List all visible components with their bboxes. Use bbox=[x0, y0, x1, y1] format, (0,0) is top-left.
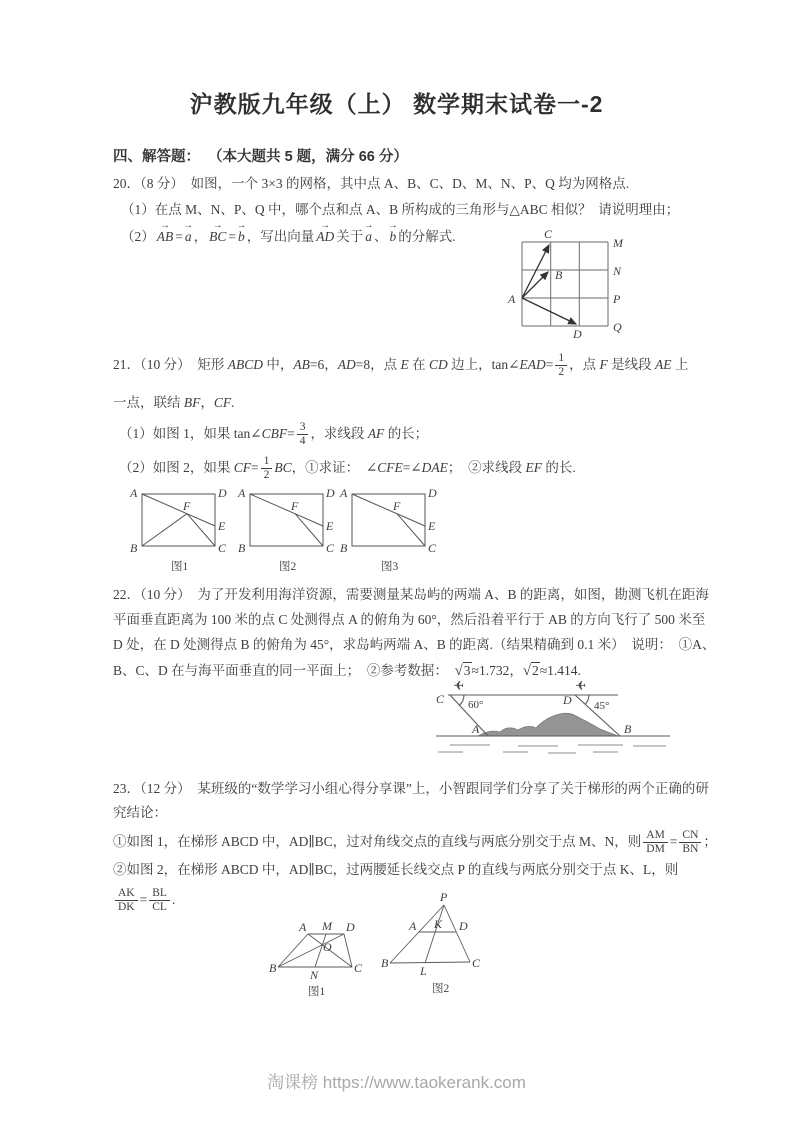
vector-term: → AD bbox=[316, 219, 335, 244]
footer-watermark: 淘课榜 https://www.taokerank.com bbox=[267, 1073, 526, 1092]
math-text: 是线段 bbox=[607, 356, 655, 372]
math-text: ， bbox=[193, 228, 208, 244]
math-text: B、C、D 在与海平面垂直的同一平面上； ②参考数据： bbox=[113, 662, 455, 678]
math-text: 、 bbox=[374, 228, 388, 244]
math-text: 中， bbox=[263, 356, 294, 372]
plane-icon-c bbox=[453, 679, 464, 694]
figure-caption: 图2 bbox=[279, 561, 297, 573]
math-text: ，①求证： ∠ bbox=[291, 459, 378, 475]
math-text: AB bbox=[293, 356, 310, 372]
q20-part1: （1）在点 M、N、P、Q 中，哪个点和点 A、B 所构成的三角形与△ABC 相似？ 请说明理由； bbox=[121, 202, 680, 217]
fraction: $\frac{AK}{DK}$ bbox=[115, 887, 138, 913]
math-text: CFE bbox=[377, 459, 403, 475]
vector-arrow-icon: → bbox=[236, 219, 247, 231]
figure-lines bbox=[250, 494, 323, 546]
point-label-m: M bbox=[322, 919, 332, 933]
rectangle-abcd bbox=[352, 494, 425, 546]
point-label-e: E bbox=[218, 519, 226, 533]
point-label-b: B bbox=[340, 541, 348, 555]
q22-line2: 平面垂直距离为 100 米的点 C 处测得点 A 的俯角为 60°，然后沿着平行于 AB 的方向飞行了 500 米至 bbox=[113, 612, 706, 627]
point-label-n: N bbox=[310, 968, 319, 982]
math-text: ，写出向量 bbox=[246, 228, 315, 244]
point-label-b: B bbox=[238, 541, 246, 555]
vector-term: → a bbox=[363, 219, 374, 244]
point-label-d: D bbox=[573, 327, 582, 341]
q21-stem-line2 bbox=[113, 394, 235, 412]
q20-grid-figure bbox=[503, 222, 643, 342]
math-text: EAD bbox=[519, 356, 546, 372]
vector-arrow-icon: → bbox=[212, 219, 223, 231]
page-title: 沪教版九年级（上） 数学期末试卷一-2 bbox=[189, 91, 604, 117]
fraction: $\frac{3}{4}$ bbox=[297, 421, 309, 447]
math-text: ①如图 1，在梯形 ABCD 中，AD∥BC，过对角线交点的直线与两底分别交于点 M、N，则 bbox=[113, 833, 642, 849]
math-text: ABCD bbox=[227, 356, 263, 372]
point-label-e: E bbox=[428, 519, 436, 533]
math-text: （2）如图 2，如果 bbox=[119, 459, 234, 475]
point-label-e: E bbox=[326, 519, 334, 533]
math-text: ，求线段 bbox=[310, 425, 368, 441]
math-text: BF bbox=[183, 394, 201, 410]
point-label-b: B bbox=[555, 268, 563, 282]
math-text: E bbox=[400, 356, 409, 372]
point-label-d: D bbox=[346, 920, 355, 934]
q23-part2-line2 bbox=[113, 884, 175, 916]
math-text: 21．（10 分） 矩形 bbox=[113, 356, 228, 372]
svg-text:✈: ✈ bbox=[575, 679, 586, 694]
q23-figure-2 bbox=[370, 891, 482, 1005]
q21-figure-3 bbox=[338, 484, 456, 578]
q21-figure-2 bbox=[236, 484, 354, 578]
fraction: $\frac{BL}{CL}$ bbox=[149, 887, 170, 913]
fraction: $\frac{CN}{BN}$ bbox=[679, 829, 701, 855]
math-text: （2） bbox=[121, 228, 155, 244]
q23-line2: 究结论： bbox=[113, 805, 167, 820]
section-heading: 四、解答题： （本大题共 5 题，满分 66 分） bbox=[113, 149, 408, 165]
point-label-d: D bbox=[459, 919, 468, 933]
figure-lines bbox=[142, 494, 215, 546]
point-label-a: A bbox=[472, 722, 480, 736]
angle-c-label: 60° bbox=[468, 699, 484, 711]
vector-term: → AB bbox=[156, 219, 174, 244]
point-label-a: A bbox=[508, 292, 516, 306]
point-label-p: P bbox=[613, 292, 621, 306]
vector-term: → a bbox=[183, 219, 194, 244]
point-label-l: L bbox=[420, 964, 427, 978]
math-text: 在 bbox=[408, 356, 429, 372]
figure-caption: 图2 bbox=[432, 983, 450, 995]
math-text: ≈1.732， bbox=[471, 662, 523, 678]
point-label-n: N bbox=[613, 264, 622, 278]
radical: √3 bbox=[454, 662, 471, 679]
point-label-a: A bbox=[299, 920, 307, 934]
q22-line3: D 处，在 D 处测得点 B 的俯角为 45°，求岛屿两端 A、B 的距离.（结果精确到 0.1 米） 说明： ①A、 bbox=[113, 637, 716, 652]
math-text: =8，点 bbox=[355, 356, 401, 372]
radical: √2 bbox=[522, 662, 539, 679]
math-text: 边上，tan∠ bbox=[447, 356, 520, 372]
math-text: ， bbox=[200, 394, 214, 410]
q21-part1 bbox=[119, 416, 428, 452]
figure-caption: 图1 bbox=[171, 561, 189, 573]
math-text: = bbox=[139, 891, 148, 907]
svg-text:✈: ✈ bbox=[453, 679, 464, 694]
q23-part2-line1: ②如图 2，在梯形 ABCD 中，AD∥BC，过两腰延长线交点 P 的直线与两底分别交于点 K、L，则 bbox=[113, 862, 679, 877]
math-text: ≈1.414. bbox=[539, 662, 581, 678]
q21-part2 bbox=[119, 450, 576, 486]
fraction: $\frac{1}{2}$ bbox=[555, 352, 567, 378]
rectangle-abcd bbox=[250, 494, 323, 546]
math-text: =6， bbox=[309, 356, 338, 372]
fraction: $\frac{1}{2}$ bbox=[261, 455, 273, 481]
point-label-d: D bbox=[218, 486, 227, 500]
point-label-c: C bbox=[428, 541, 437, 555]
math-text: AE bbox=[654, 356, 672, 372]
q20-stem: 20．（8 分） 如图，一个 3×3 的网格，其中点 A、B、C、D、M、N、P、Q 均为网格点. bbox=[113, 176, 630, 191]
figure-lines bbox=[390, 905, 470, 963]
math-text: EF bbox=[525, 459, 543, 475]
math-text: CF bbox=[213, 394, 232, 410]
vector-arrow-icon: → bbox=[183, 219, 194, 231]
plane-icon-d bbox=[575, 679, 586, 694]
vector-arrow-icon: → bbox=[363, 219, 374, 231]
math-text: 一点，联结 bbox=[113, 394, 184, 410]
point-label-c: C bbox=[436, 692, 445, 706]
math-text: CF bbox=[233, 459, 252, 475]
math-text: = bbox=[175, 228, 183, 244]
q23-part1 bbox=[113, 826, 717, 858]
math-text: 关于 bbox=[336, 228, 364, 244]
math-text: = bbox=[287, 425, 295, 441]
math-text: = bbox=[228, 228, 237, 244]
point-label-c: C bbox=[326, 541, 335, 555]
math-text: DAE bbox=[421, 459, 448, 475]
q23-line1: 23．（12 分） 某班级的“数学学习小组心得分享课”上，小智跟同学们分享了关于梯形的两个正确的研 bbox=[113, 781, 709, 796]
point-label-f: F bbox=[183, 499, 191, 513]
math-text: AD bbox=[337, 356, 356, 372]
point-label-c: C bbox=[218, 541, 227, 555]
math-text: =∠ bbox=[402, 459, 422, 475]
angle-d-label: 45° bbox=[594, 700, 610, 712]
math-text: BC bbox=[274, 459, 292, 475]
point-label-a: A bbox=[130, 486, 138, 500]
math-text: F bbox=[599, 356, 608, 372]
point-label-b: B bbox=[130, 541, 138, 555]
point-label-d: D bbox=[326, 486, 335, 500]
point-label-q: Q bbox=[613, 320, 622, 334]
math-text: . bbox=[171, 891, 176, 907]
math-text: ，点 bbox=[569, 356, 600, 372]
math-text: ； bbox=[703, 833, 717, 849]
q21-stem-line1 bbox=[113, 348, 688, 382]
point-label-a: A bbox=[340, 486, 348, 500]
fraction: $\frac{AM}{DM}$ bbox=[643, 829, 668, 855]
point-label-p: P bbox=[440, 890, 448, 904]
vector-arrows bbox=[522, 245, 576, 324]
point-label-k: K bbox=[434, 917, 443, 931]
math-text: = bbox=[545, 356, 554, 372]
math-text: = bbox=[251, 459, 259, 475]
point-label-c: C bbox=[544, 227, 553, 241]
math-text: CBF bbox=[261, 425, 288, 441]
grid-lines bbox=[522, 242, 608, 326]
point-label-c: C bbox=[354, 961, 363, 975]
math-text: 上 bbox=[671, 356, 689, 372]
vector-arrow-icon: → bbox=[320, 219, 331, 231]
point-label-a: A bbox=[409, 919, 417, 933]
q21-figure-1 bbox=[128, 484, 246, 578]
figure-lines bbox=[352, 494, 425, 546]
vector-arrow-icon: → bbox=[388, 219, 398, 231]
vector-term: → b bbox=[236, 219, 247, 244]
point-label-d: D bbox=[563, 693, 572, 707]
math-text: （1）如图 1，如果 tan∠ bbox=[119, 425, 262, 441]
point-label-b: B bbox=[624, 722, 632, 736]
vector-term: → b bbox=[388, 219, 398, 244]
q22-line1: 22．（10 分） 为了开发利用海洋资源，需要测量某岛屿的两端 A、B 的距离，如图，勘测飞机在距海 bbox=[113, 587, 709, 602]
math-text: AF bbox=[367, 425, 385, 441]
point-label-o: O bbox=[323, 940, 332, 954]
point-label-b: B bbox=[381, 956, 389, 970]
point-label-c: C bbox=[472, 956, 481, 970]
math-text: 的长； bbox=[384, 425, 429, 441]
q23-figure-1 bbox=[266, 901, 370, 1007]
math-text: ； ②求线段 bbox=[447, 459, 526, 475]
vector-term: → BC bbox=[209, 219, 227, 244]
vector-arrow-icon: → bbox=[160, 219, 170, 231]
figure-lines bbox=[278, 934, 352, 967]
math-text: . bbox=[231, 394, 235, 410]
math-text: 的分解式. bbox=[398, 228, 456, 244]
point-label-b: B bbox=[269, 961, 277, 975]
figure-caption: 图3 bbox=[381, 561, 399, 573]
math-text: CD bbox=[429, 356, 448, 372]
water-marks bbox=[438, 745, 666, 753]
point-label-f: F bbox=[291, 499, 299, 513]
math-text: 的长. bbox=[542, 459, 576, 475]
q22-island-figure bbox=[428, 672, 680, 764]
island-silhouette bbox=[478, 713, 618, 736]
point-label-f: F bbox=[393, 499, 401, 513]
q20-part2 bbox=[121, 219, 456, 250]
point-label-a: A bbox=[238, 486, 246, 500]
figure-caption: 图1 bbox=[308, 986, 326, 998]
math-text: = bbox=[669, 833, 678, 849]
point-label-d: D bbox=[428, 486, 437, 500]
point-label-m: M bbox=[613, 236, 623, 250]
